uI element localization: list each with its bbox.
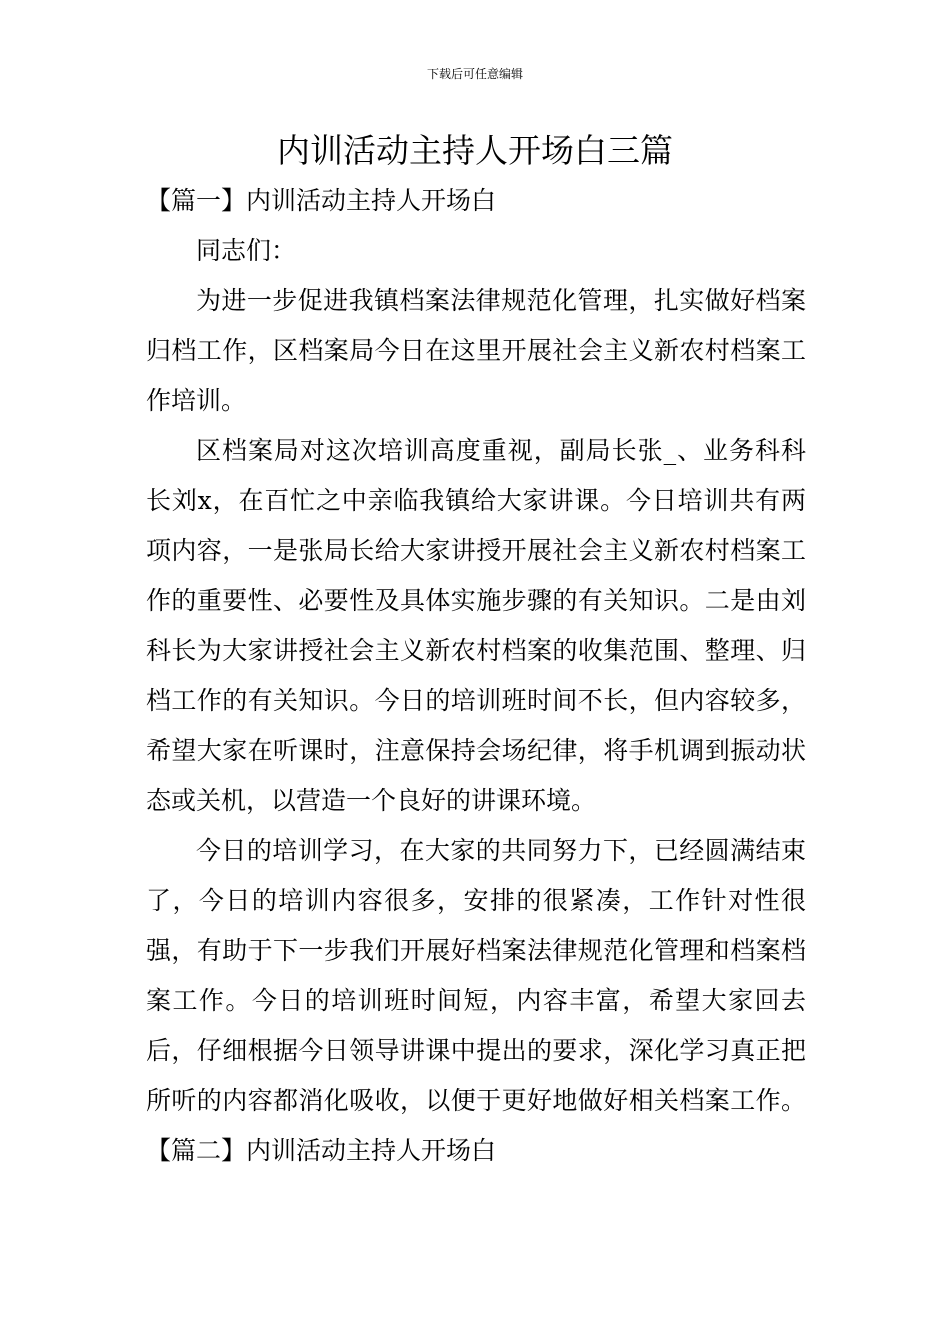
paragraph: 为进一步促进我镇档案法律规范化管理，扎实做好档案归档工作，区档案局今日在这里开展社会主义新农村档案工作培训。 (146, 286, 806, 415)
section-heading: 【篇一】内训活动主持人开场白 (146, 186, 497, 215)
paragraph: 今日的培训学习，在大家的共同努力下，已经圆满结束了，今日的培训内容很多，安排的很紧凑，工作针对性很强，有助于下一步我们开展好档案法律规范化管理和档案档案工作。今日的培训班时间短，内容丰富，希望大家回去后，仔细根据今日领导讲课中提出的要求，深化学习真正把所听的内容都消化吸收，以便于更好地做好相关档案工作。【篇二】内训活动主持人开场白 (146, 836, 806, 1165)
salutation: 同志们： (196, 236, 297, 265)
page-header-note: 下载后可任意编辑 (426, 67, 523, 81)
document-body (146, 176, 806, 1176)
document-title: 内训活动主持人开场白三篇 (277, 131, 673, 170)
paragraph: 区档案局对这次培训高度重视，副局长张_、业务科科长刘x，在百忙之中亲临我镇给大家讲课。今日培训共有两项内容，一是张局长给大家讲授开展社会主义新农村档案工作的重要性、必要性及具体实施步骤的有关知识。二是由刘科长为大家讲授社会主义新农村档案的收集范围、整理、归档工作的有关知识。今日的培训班时间不长，但内容较多，希望大家在听课时，注意保持会场纪律，将手机调到振动状态或关机，以营造一个良好的讲课环境。 (146, 436, 806, 815)
